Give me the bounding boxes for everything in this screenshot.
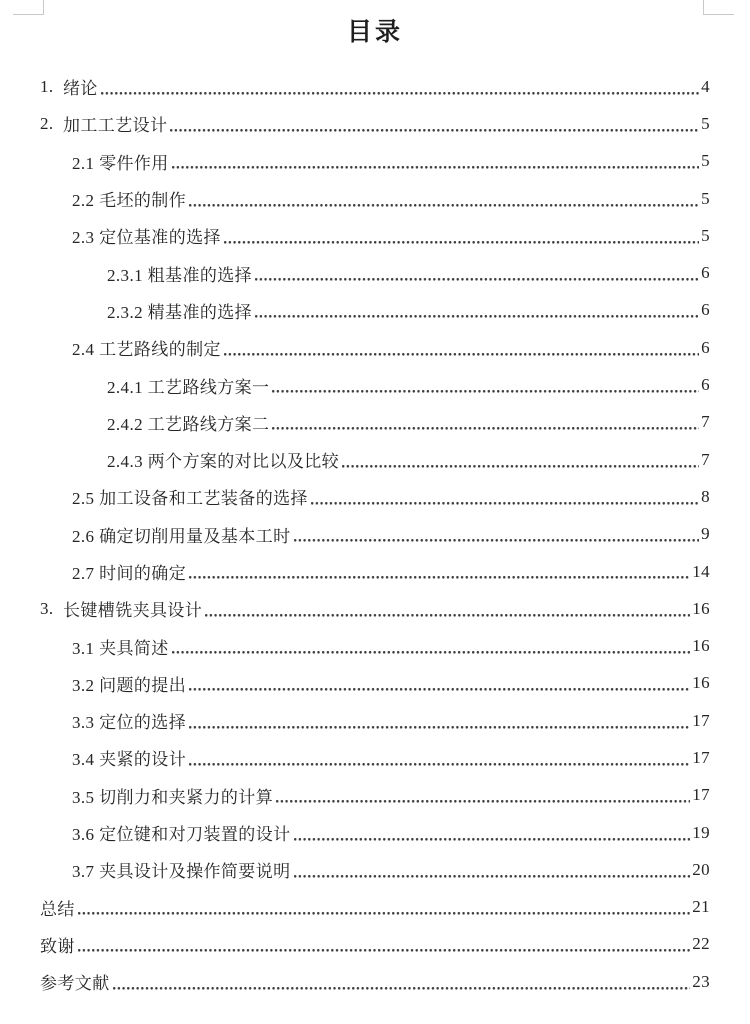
toc-entry-page-number: 4: [701, 76, 710, 96]
toc-entry[interactable]: [40, 553, 710, 590]
toc-entry-label: 总结: [40, 899, 75, 919]
toc-entry-page-number: 17: [692, 747, 710, 767]
toc-entry[interactable]: [40, 739, 710, 776]
toc-entry-page-number: 6: [701, 263, 710, 283]
toc-entry-label: 3.5 切削力和夹紧力的计算: [72, 787, 274, 807]
dot-leader: [78, 926, 690, 963]
toc-entry-label: 2.5 加工设备和工艺装备的选择: [72, 489, 308, 509]
dot-leader: [311, 478, 699, 515]
toc-entry[interactable]: [40, 105, 710, 142]
dot-leader: [342, 441, 699, 478]
dot-leader: [172, 143, 699, 180]
dot-leader: [189, 665, 690, 702]
toc-entry-number: 3.: [40, 598, 54, 618]
toc-entry[interactable]: [40, 404, 710, 441]
toc-entry-label: 2.4.3 两个方案的对比以及比较: [107, 452, 340, 472]
toc-entry-page-number: 7: [701, 449, 710, 469]
toc-entry[interactable]: [40, 814, 710, 851]
toc-entry-page-number: 17: [692, 710, 710, 730]
toc-entry-label: 3.1 夹具简述: [72, 638, 169, 658]
dot-leader: [101, 68, 699, 105]
dot-leader: [224, 217, 699, 254]
toc-entry[interactable]: [40, 851, 710, 888]
dot-leader: [255, 292, 699, 329]
toc-entry-label: 2.3.2 精基准的选择: [107, 302, 253, 322]
toc-entry-label: 2.3.1 粗基准的选择: [107, 265, 253, 285]
toc-entry[interactable]: [40, 963, 710, 1000]
toc-entry[interactable]: [40, 627, 710, 664]
dot-leader: [294, 516, 700, 553]
toc-entry-page-number: 6: [701, 375, 710, 395]
dot-leader: [189, 702, 690, 739]
toc-entry[interactable]: [40, 665, 710, 702]
toc-entry[interactable]: [40, 590, 710, 627]
toc-entry-number: 1.: [40, 76, 54, 96]
toc-entry[interactable]: [40, 180, 710, 217]
dot-leader: [255, 254, 699, 291]
toc-entry-number: 2.: [40, 113, 54, 133]
toc-entry-label: 参考文献: [40, 974, 110, 994]
toc-entry[interactable]: [40, 329, 710, 366]
dot-leader: [172, 627, 690, 664]
toc-entry-page-number: 9: [701, 524, 710, 544]
toc-entry-label: 致谢: [40, 936, 75, 956]
dot-leader: [189, 739, 690, 776]
dot-leader: [78, 889, 690, 926]
toc-entry-page-number: 22: [692, 934, 710, 954]
dot-leader: [189, 180, 699, 217]
toc-entry-label: 2.3 定位基准的选择: [72, 228, 221, 248]
dot-leader: [224, 329, 699, 366]
toc-entry-page-number: 8: [701, 486, 710, 506]
dot-leader: [294, 814, 691, 851]
toc-entry[interactable]: [40, 777, 710, 814]
dot-leader: [205, 590, 690, 627]
toc-entry-page-number: 5: [701, 113, 710, 133]
dot-leader: [170, 105, 699, 142]
toc-entry-label: 2.2 毛坯的制作: [72, 191, 187, 211]
dot-leader: [272, 366, 699, 403]
toc-entry-label: 2.4.2 工艺路线方案二: [107, 414, 270, 434]
toc-entry-label: 2.4.1 工艺路线方案一: [107, 377, 270, 397]
dot-leader: [276, 777, 690, 814]
toc-entry-page-number: 7: [701, 412, 710, 432]
toc-entry-page-number: 5: [701, 151, 710, 171]
dot-leader: [294, 851, 691, 888]
toc-entry-page-number: 16: [692, 598, 710, 618]
toc-list: [40, 68, 710, 1000]
toc-title: 目录: [346, 19, 403, 46]
toc-entry[interactable]: [40, 889, 710, 926]
toc-entry[interactable]: [40, 926, 710, 963]
toc-entry-page-number: 21: [692, 897, 710, 917]
toc-entry-label: 3.2 问题的提出: [72, 675, 187, 695]
toc-entry-label: 加工工艺设计: [63, 116, 168, 136]
toc-entry-label: 2.1 零件作用: [72, 153, 169, 173]
dot-leader: [272, 404, 699, 441]
toc-entry-page-number: 5: [701, 225, 710, 245]
toc-entry[interactable]: [40, 217, 710, 254]
toc-entry-label: 2.7 时间的确定: [72, 564, 187, 583]
toc-entry[interactable]: [40, 441, 710, 478]
toc-entry-page-number: 19: [692, 822, 710, 842]
toc-entry[interactable]: [40, 702, 710, 739]
toc-entry-label: 3.6 定位键和对刀装置的设计: [72, 825, 291, 845]
toc-entry-page-number: 6: [701, 337, 710, 357]
toc-entry[interactable]: [40, 478, 710, 515]
toc-entry-label: 绪论: [63, 79, 98, 99]
toc-entry-label: 长键槽铣夹具设计: [63, 601, 203, 621]
toc-entry[interactable]: [40, 516, 710, 553]
toc-entry-label: 3.4 夹紧的设计: [72, 750, 187, 770]
toc-entry-page-number: 17: [692, 785, 710, 805]
toc-entry-label: 3.7 夹具设计及操作简要说明: [72, 862, 291, 882]
toc-entry[interactable]: [40, 366, 710, 403]
toc-entry[interactable]: [40, 254, 710, 291]
toc-entry[interactable]: [40, 143, 710, 180]
toc-entry-page-number: 6: [701, 300, 710, 320]
toc-entry[interactable]: [40, 292, 710, 329]
toc-entry-label: 2.4 工艺路线的制定: [72, 340, 221, 360]
dot-leader: [189, 553, 690, 590]
toc-entry-label: 2.6 确定切削用量及基本工时: [72, 526, 291, 546]
toc-entry-page-number: 5: [701, 188, 710, 208]
toc-entry-label: 3.3 定位的选择: [72, 713, 187, 733]
toc-entry[interactable]: [40, 68, 710, 105]
toc-entry-page-number: 16: [692, 673, 710, 693]
toc-entry-page-number: 14: [692, 561, 710, 581]
toc-entry-page-number: 20: [692, 859, 710, 879]
dot-leader: [113, 963, 691, 1000]
toc-entry-page-number: 16: [692, 636, 710, 656]
toc-entry-page-number: 23: [692, 971, 710, 991]
